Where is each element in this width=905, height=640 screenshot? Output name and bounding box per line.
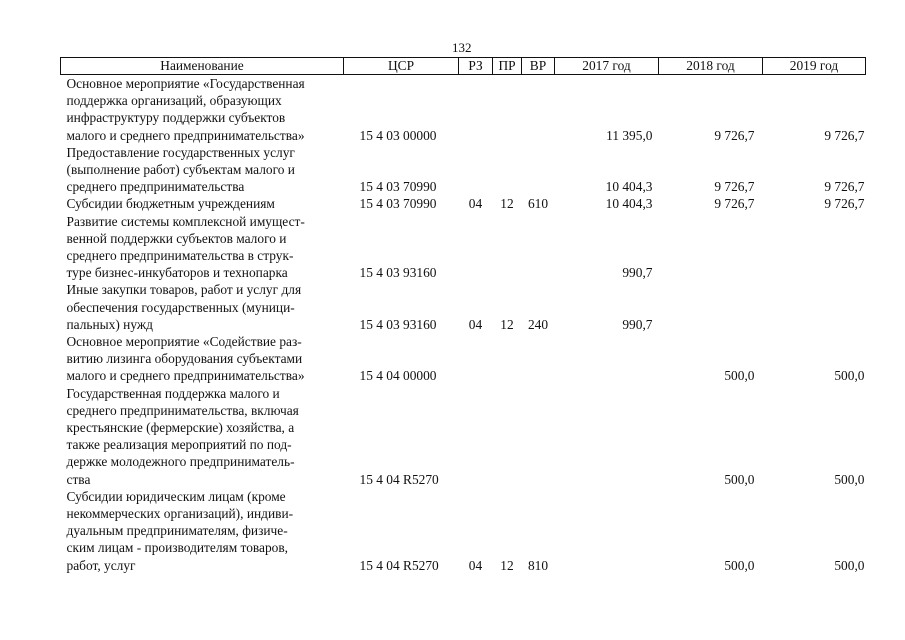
name-line: держке молодежного предприниматель- — [66, 454, 295, 470]
cell-vr — [522, 75, 555, 144]
table-row — [61, 333, 866, 385]
cell-pr: 12 — [500, 196, 514, 212]
cell-name — [61, 385, 344, 488]
cell-name — [61, 333, 344, 385]
cell-rz — [459, 333, 493, 385]
cell-2018 — [659, 281, 763, 333]
table-row — [61, 144, 866, 196]
cell-csr: 15 4 04 00000 — [359, 368, 437, 384]
name-line: ства — [66, 471, 91, 487]
cell-csr: 15 4 03 93160 — [359, 265, 437, 281]
name-line: венной поддержки субъектов малого и — [66, 230, 287, 246]
name-line: ским лицам - производителям товаров, — [66, 540, 289, 556]
cell-2019: 9 726,7 — [824, 179, 865, 195]
name-line: работ, услуг — [66, 557, 136, 573]
cell-vr: 240 — [527, 316, 549, 332]
name-line: (выполнение работ) субъектам малого и — [66, 162, 295, 178]
name-line: витию лизинга оборудования субъектами — [66, 351, 303, 367]
cell-rz: 04 — [468, 557, 483, 573]
cell-2017 — [555, 333, 659, 385]
cell-2019: 500,0 — [834, 557, 865, 573]
name-line: обеспечения государственных (муници- — [66, 299, 295, 315]
cell-2019: 9 726,7 — [824, 196, 865, 212]
name-line: Субсидии юридическим лицам (кроме — [66, 488, 286, 504]
header-pr: ПР — [493, 58, 522, 75]
cell-pr: 12 — [500, 557, 514, 573]
cell-rz: 04 — [468, 196, 483, 212]
cell-rz — [459, 213, 493, 282]
cell-vr — [522, 213, 555, 282]
cell-2018: 9 726,7 — [714, 179, 755, 195]
cell-2018: 500,0 — [724, 368, 755, 384]
cell-name — [61, 213, 344, 282]
header-name: Наименование — [61, 58, 344, 75]
cell-2017: 990,7 — [622, 316, 653, 332]
header-csr: ЦСР — [344, 58, 459, 75]
name-line: Государственная поддержка малого и — [66, 385, 280, 401]
name-line: туре бизнес-инкубаторов и технопарка — [66, 265, 288, 281]
cell-vr — [522, 333, 555, 385]
table-row — [61, 213, 866, 282]
name-line: Субсидии бюджетным учреждениям — [66, 196, 275, 212]
cell-rz — [459, 385, 493, 488]
cell-2017 — [555, 385, 659, 488]
table-body — [61, 75, 866, 574]
header-2017: 2017 год — [555, 58, 659, 75]
cell-vr — [522, 385, 555, 488]
header-2018: 2018 год — [659, 58, 763, 75]
name-line: Предоставление государственных услуг — [66, 144, 295, 160]
cell-pr — [493, 213, 522, 282]
name-line: малого и среднего предпринимательства» — [66, 368, 305, 384]
table-header-row — [61, 58, 866, 75]
cell-rz — [459, 75, 493, 144]
name-line: крестьянские (фермерские) хозяйства, а — [66, 420, 295, 436]
cell-pr — [493, 144, 522, 196]
cell-2019 — [763, 213, 866, 282]
cell-2018: 500,0 — [724, 557, 755, 573]
cell-pr — [493, 385, 522, 488]
table-row — [61, 488, 866, 574]
name-line: также реализация мероприятий по под- — [66, 437, 292, 453]
cell-name — [61, 195, 344, 212]
header-2019: 2019 год — [763, 58, 866, 75]
cell-csr: 15 4 04 R5270 — [359, 557, 439, 573]
name-line: малого и среднего предпринимательства» — [66, 127, 305, 143]
name-line: дуальным предпринимателям, физиче- — [66, 523, 288, 539]
page-number: 132 — [452, 40, 472, 55]
cell-2017: 10 404,3 — [605, 196, 653, 212]
cell-2018 — [659, 213, 763, 282]
name-line: среднего предпринимательства — [66, 179, 245, 195]
table-row — [61, 75, 866, 144]
cell-pr — [493, 75, 522, 144]
cell-2018: 9 726,7 — [714, 196, 755, 212]
cell-name — [61, 488, 344, 574]
name-line: среднего предпринимательства, включая — [66, 402, 299, 418]
name-line: некоммерческих организаций), индиви- — [66, 506, 294, 522]
cell-2017: 990,7 — [622, 265, 653, 281]
name-line: среднего предпринимательства в струк- — [66, 248, 294, 264]
cell-csr: 15 4 03 00000 — [359, 127, 437, 143]
name-line: Основное мероприятие «Государственная — [66, 76, 305, 91]
cell-2017: 10 404,3 — [605, 179, 653, 195]
name-line: Иные закупки товаров, работ и услуг для — [66, 282, 302, 298]
cell-vr: 610 — [527, 196, 549, 212]
name-line: инфраструктуру поддержки субъектов — [66, 110, 286, 126]
cell-csr: 15 4 03 70990 — [359, 179, 437, 195]
cell-2018: 9 726,7 — [714, 127, 755, 143]
cell-name — [61, 144, 344, 196]
cell-2019: 500,0 — [834, 368, 865, 384]
cell-vr: 810 — [527, 557, 549, 573]
cell-name — [61, 75, 344, 144]
table-row — [61, 385, 866, 488]
table-row — [61, 281, 866, 333]
name-line: пальных) нужд — [66, 316, 153, 332]
header-vr: ВР — [522, 58, 555, 75]
cell-name — [61, 281, 344, 333]
cell-csr: 15 4 03 93160 — [359, 316, 437, 332]
cell-pr: 12 — [500, 316, 514, 332]
name-line: Основное мероприятие «Содействие раз- — [66, 334, 302, 350]
cell-2019: 9 726,7 — [824, 127, 865, 143]
cell-2017: 11 395,0 — [606, 127, 653, 143]
cell-rz — [459, 144, 493, 196]
budget-table — [60, 57, 866, 574]
cell-2017 — [555, 488, 659, 574]
cell-vr — [522, 144, 555, 196]
name-line: Развитие системы комплексной имущест- — [66, 213, 305, 229]
cell-2019: 500,0 — [834, 471, 865, 487]
cell-2018: 500,0 — [724, 471, 755, 487]
header-rz: РЗ — [459, 58, 493, 75]
name-line: поддержка организаций, образующих — [66, 93, 282, 109]
cell-csr: 15 4 04 R5270 — [359, 471, 439, 487]
cell-pr — [493, 333, 522, 385]
table-row — [61, 195, 866, 212]
cell-2019 — [763, 281, 866, 333]
cell-csr: 15 4 03 70990 — [359, 196, 437, 212]
cell-rz: 04 — [468, 316, 483, 332]
